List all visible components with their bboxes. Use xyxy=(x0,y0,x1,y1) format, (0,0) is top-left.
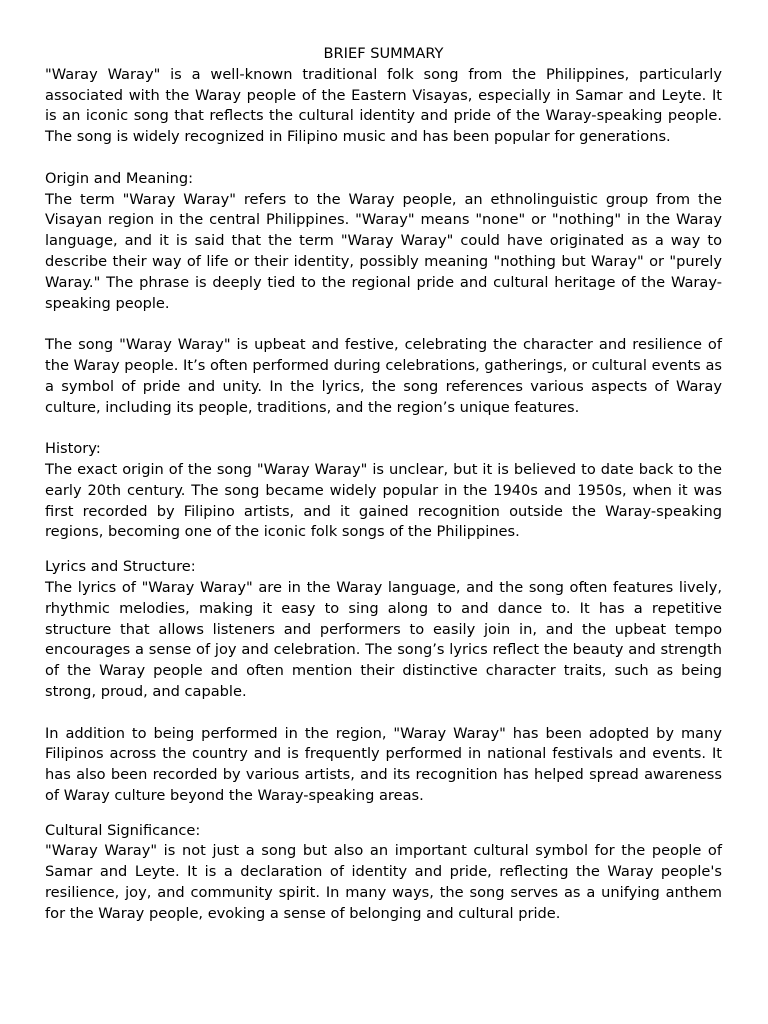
spacer xyxy=(45,807,722,821)
document-page xyxy=(45,44,722,925)
spacer xyxy=(45,418,722,439)
lyrics-paragraph-1: The lyrics of "Waray Waray" are in the Waray language, and the song often features lively, rhythmic melodies, making it easy to sing along to and dance to. It has a repetitive structure that allows listeners and performers to easily join in, and the upbeat tempo encourages a sense of joy and celebration. The song’s lyrics reflect the beauty and strength of the Waray people and often mention their distinctive character traits, such as being strong, proud, and capable. xyxy=(45,578,722,700)
section-heading-cultural: Cultural Significance: xyxy=(45,821,201,839)
section-heading-origin: Origin and Meaning: xyxy=(45,169,194,187)
spacer xyxy=(45,314,722,335)
origin-paragraph-2: The song "Waray Waray" is upbeat and festive, celebrating the character and resilience of the Waray people. It’s often performed during celebrations, gatherings, or cultural events as a symbol of pride and unity. In the lyrics, the song references various aspects of Waray culture, including its people, traditions, and the region’s unique features. xyxy=(45,336,722,416)
document-title: BRIEF SUMMARY xyxy=(323,45,444,62)
origin-paragraph-1: The term "Waray Waray" refers to the Waray people, an ethnolinguistic group from the Visayan region in the central Philippines. "Waray" means "none" or "nothing" in the Waray language, and it is said that the term "Waray Waray" could have originated as a way to describe their way of life or their identity, possibly meaning "nothing but Waray" or "purely Waray." The phrase is deeply tied to the regional pride and cultural heritage of the Waray-speaking people. xyxy=(45,190,722,312)
cultural-paragraph-1: "Waray Waray" is not just a song but also an important cultural symbol for the people of Samar and Leyte. It is a declaration of identity and pride, reflecting the Waray people's resilience, joy, and community spirit. In many ways, the song serves as a unifying anthem for the Waray people, evoking a sense of belonging and cultural pride. xyxy=(45,842,722,922)
spacer xyxy=(45,703,722,724)
history-paragraph-1: The exact origin of the song "Waray Waray" is unclear, but it is believed to date back to the early 20th century. The song became widely popular in the 1940s and 1950s, when it was first recorded by Filipino artists, and it gained recognition outside the Waray-speaking regions, becoming one of the iconic folk songs of the Philippines. xyxy=(45,460,722,541)
section-heading-history: History: xyxy=(45,440,101,458)
intro-paragraph: "Waray Waray" is a well-known traditional folk song from the Philippines, particularly associated with the Waray people of the Eastern Visayas, especially in Samar and Leyte. It is an iconic song that reflects the cultural identity and pride of the Waray-speaking people. The song is widely recognized in Filipino music and has been popular for generations. xyxy=(45,65,722,146)
lyrics-paragraph-2: In addition to being performed in the region, "Waray Waray" has been adopted by many Filipinos across the country and is frequently performed in national festivals and events. It has also been recorded by various artists, and its recognition has helped spread awareness of Waray culture beyond the Waray-speaking areas. xyxy=(45,724,722,804)
spacer xyxy=(45,543,722,557)
spacer xyxy=(45,148,722,169)
section-heading-lyrics: Lyrics and Structure: xyxy=(45,558,196,576)
